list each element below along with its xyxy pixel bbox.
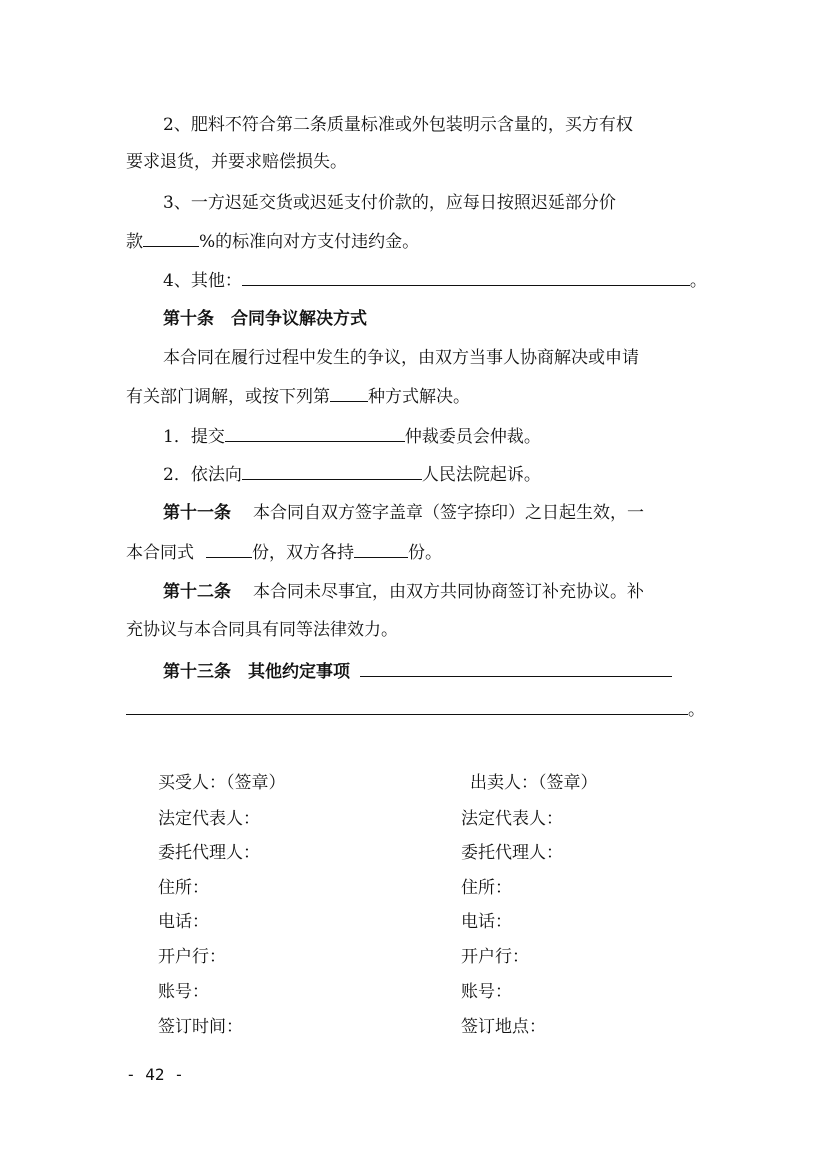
buyer-account: 账号：	[158, 982, 209, 1002]
article13-end: 。	[688, 700, 705, 720]
other-matters-blank-2[interactable]	[126, 697, 688, 715]
item4-prefix: 4、其他：	[163, 271, 242, 291]
article11-line2-prefix: 本合同式	[126, 543, 194, 563]
article10-line2-prefix: 有关部门调解，或按下列第	[126, 387, 330, 407]
item2-line1: 2、肥料不符合第二条质量标准或外包装明示含量的，买方有权	[163, 115, 633, 135]
option2-prefix: 2．依法向	[163, 465, 242, 485]
arbitration-commission-blank[interactable]	[225, 424, 405, 442]
option1-prefix: 1．提交	[163, 427, 225, 447]
option2-suffix: 人民法院起诉。	[421, 465, 541, 485]
buyer-date: 签订时间：	[158, 1017, 243, 1037]
seller-title: 出卖人：（签章）	[470, 773, 598, 793]
other-matters-blank-1[interactable]	[360, 659, 672, 677]
seller-place: 签订地点：	[461, 1017, 546, 1037]
item4-suffix: 。	[689, 271, 707, 291]
seller-bank: 开户行：	[461, 947, 529, 967]
buyer-title: 买受人：（签章）	[158, 773, 286, 793]
article12-title: 第十二条	[163, 582, 231, 602]
buyer-agent: 委托代理人：	[158, 843, 260, 863]
option2-line	[163, 462, 541, 487]
court-blank[interactable]	[242, 462, 422, 480]
copies-each-blank[interactable]	[354, 540, 408, 558]
article11-line1	[163, 501, 644, 525]
item4-line	[163, 268, 707, 293]
penalty-rate-blank[interactable]	[143, 229, 199, 247]
item3-line2	[126, 229, 419, 254]
article13-line1	[163, 659, 672, 684]
article12-text: 本合同未尽事宜，由双方共同协商签订补充协议。补	[253, 582, 644, 602]
option1-line	[163, 424, 541, 449]
copies-total-blank[interactable]	[206, 540, 252, 558]
other-terms-blank[interactable]	[242, 268, 690, 286]
page-number: - 42 -	[126, 1065, 184, 1084]
seller-phone: 电话：	[461, 912, 512, 932]
seller-rep: 法定代表人：	[461, 809, 563, 829]
item3-suffix: %的标准向对方支付违约金。	[199, 232, 420, 252]
seller-agent: 委托代理人：	[461, 843, 563, 863]
article11-text: 本合同自双方签字盖章（签字捺印）之日起生效，一	[253, 503, 644, 523]
article11-line2	[126, 540, 442, 565]
buyer-phone: 电话：	[158, 912, 209, 932]
article10-line2	[126, 384, 470, 409]
buyer-address: 住所：	[158, 878, 209, 898]
article11-title: 第十一条	[163, 503, 231, 523]
buyer-rep: 法定代表人：	[158, 809, 260, 829]
seller-address: 住所：	[461, 878, 512, 898]
item3-line1: 3、一方迟延交货或迟延支付价款的，应每日按照迟延部分价	[163, 193, 616, 213]
option1-suffix: 仲裁委员会仲裁。	[404, 427, 541, 447]
item3-prefix: 款	[126, 232, 143, 252]
article13-title: 第十三条 其他约定事项	[163, 662, 350, 682]
article12-line1	[163, 580, 644, 604]
article13-line2	[126, 697, 705, 722]
article12-line2: 充协议与本合同具有同等法律效力。	[126, 620, 398, 640]
article10-line2-suffix: 种方式解决。	[368, 387, 470, 407]
seller-account: 账号：	[461, 982, 512, 1002]
article11-line2-mid: 份，双方各持	[252, 543, 354, 563]
article10-title: 第十条 合同争议解决方式	[163, 309, 367, 329]
item2-line2: 要求退货，并要求赔偿损失。	[126, 152, 347, 172]
buyer-bank: 开户行：	[158, 947, 226, 967]
article10-line1: 本合同在履行过程中发生的争议，由双方当事人协商解决或申请	[163, 348, 639, 368]
dispute-method-blank[interactable]	[330, 384, 368, 402]
article11-line2-suffix: 份。	[408, 543, 442, 563]
